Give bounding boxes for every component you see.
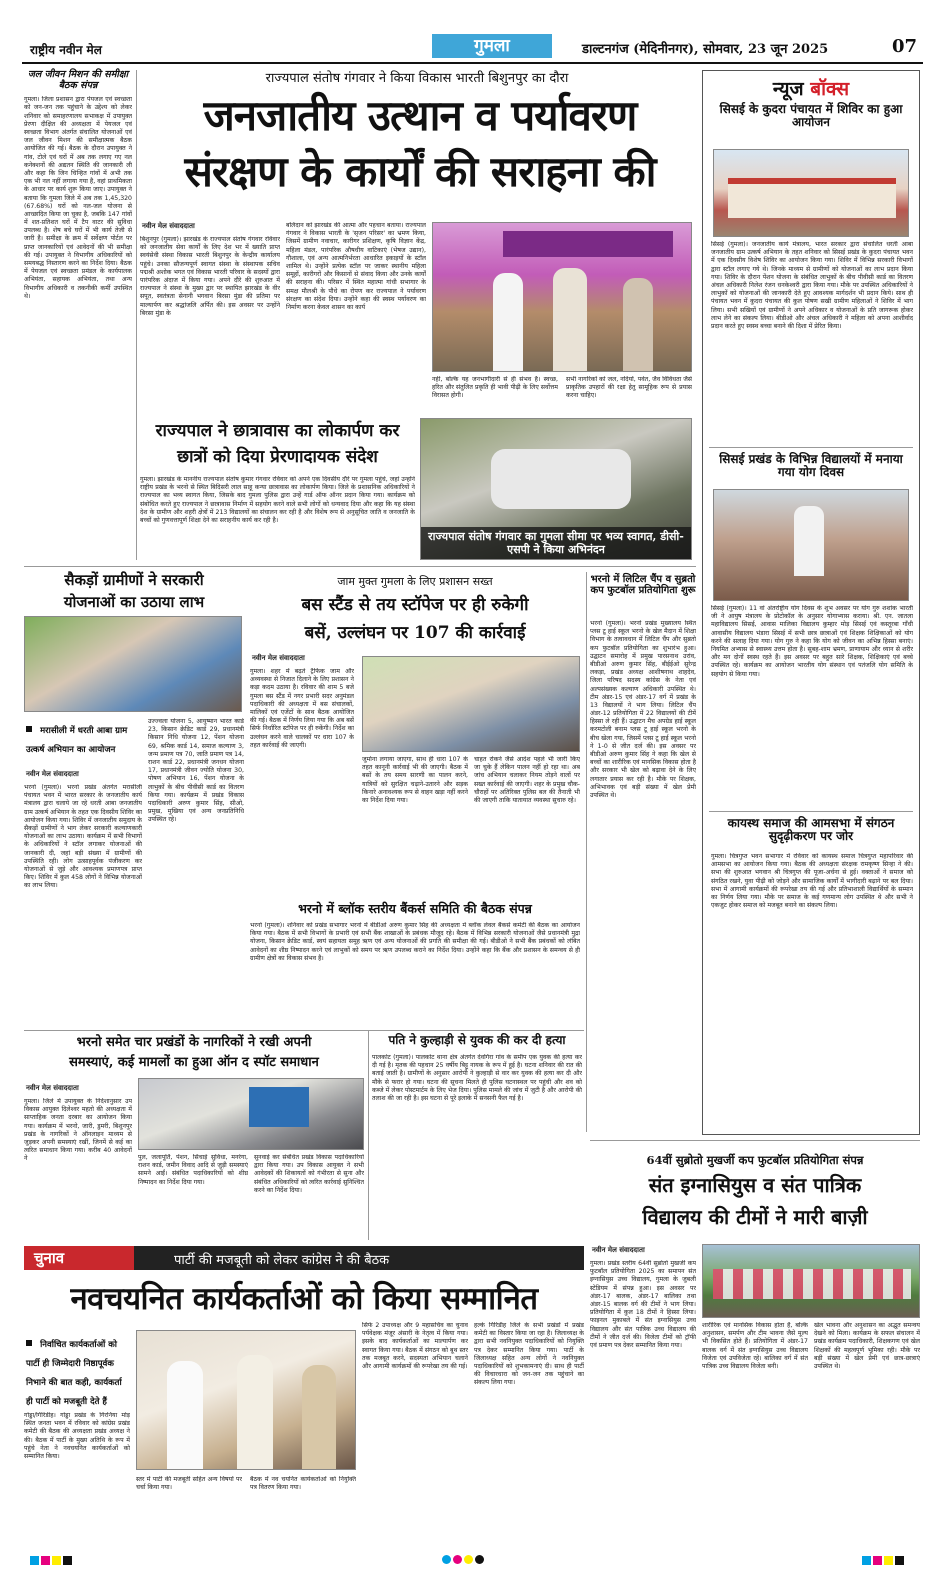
blocks-body: गुमला। जिले में उपायुक्त के निर्देशानुसार उप विकास आयुक्त दिलेश्वर महतो की अध्यक्षता में साप्ताहिक जनता दरबार का आयोजन किया गया। कार्यक्रम में भरनो, जारी, डुमरी, बिशुनपुर प्रखंड के नागरिकों ने ऑनलाइन माध्यम से जुड़कर अपनी समस्याएं रखीं, जिनमें से कई का त्वरित समाधान किया गया। करीब 40 आवेदनों ने <box>24 1098 132 1163</box>
villagers-col2: उज्ज्वला योजना 5, आयुष्मान भारत कार्ड 23, किसान क्रेडिट कार्ड 29, प्रधानमंत्री किसान निधि योजना 12, पेंशन योजना 69, श्रमिक कार्ड 14, समाज कल्याण 3, जन्म प्रमाण पत्र 70, जाति प्रमाण पत्र 14, राशन कार्ड 22, प्रधानमंत्री जनधन योजना 17, प्रधानमंत्री जीवन ज्योति योजना 30, पोषण अभियान 16, पेंशन योजना के लाभुकों के बीच पीवीसी कार्ड का वितरण किया गया। कार्यक्रम में प्रखंड विकास पदाधिकारी अरुण कुमार सिंह, सीओ, प्रमुख, मुखिया एवं अन्य जनप्रतिनिधि उपस्थित रहे। <box>148 718 244 824</box>
black-swatch <box>895 1556 904 1565</box>
bus-body: गुमला। शहर में बढ़ते ट्रैफिक जाम और अव्यवस्था से निजात दिलाने के लिए प्रशासन ने कड़ा कदम उठाया है। रविवार की शाम 5 बजे गुमला बस स्टैंड में नगर प्रभारी सदर अनुमंडल पदाधिकारी की अध्यक्षता में बस संचालकों, मालिकों एवं एजेंटों के साथ बैठक आयोजित की गई। बैठक में निर्णय लिया गया कि अब बसें सिर्फ निर्धारित स्टॉपेज पर ही रुकेंगी। निर्देश का उल्लंघन करने वाले चालकों पर धारा 107 के तहत कार्रवाई की जाएगी। <box>250 668 354 749</box>
news-box-story3-headline: कायस्थ समाज की आमसभा में संगठन सुदृढ़ीकरण पर जोर <box>727 816 895 844</box>
section-label: गुमला <box>474 36 510 56</box>
lead-headline-line2: संरक्षण के कार्यों की सराहना की <box>184 147 656 196</box>
column-divider <box>586 572 587 1132</box>
bus-kicker: जाम मुक्त गुमला के लिए प्रशासन सख्त <box>337 575 493 588</box>
hostel-headline-line2: छात्रों को दिया प्रेरणादायक संदेश <box>177 447 378 467</box>
chunav-body: गोड्डा/गिरिडीह। गोड्डा प्रखंड के गिरनिया मोड़ स्थित जनता भवन में रविवार को कांग्रेस प्रखंड कमेटी की बैठक की अध्यक्षता प्रखंड अध्यक्ष ने की। बैठक में पार्टी के मुख्य अतिथि के रूप में पहुंचे नेता ने नवचयनित कार्यकर्ताओं को सम्मानित किया। <box>24 1412 130 1460</box>
black-dot <box>475 1555 484 1564</box>
chunav-pull-quote <box>26 1332 130 1408</box>
bus-col2: जुर्माना लगाया जाएगा, साथ ही धारा 107 के तहत कानूनी कार्रवाई भी की जाएगी। बैठक में बसों के तय समय सारणी का पालन करने, यात्रियों को सुरक्षित चढ़ाने-उतारने और सड़क किनारे अनावश्यक रूप से वाहन खड़ा नहीं करने का निर्देश दिया गया। <box>362 756 468 804</box>
yellow-swatch <box>884 1556 893 1565</box>
magenta-swatch <box>41 1556 50 1565</box>
lead-headline-line1: जनजातीय उत्थान व पर्यावरण <box>203 91 637 140</box>
blocks-col2: पुल, जलापूर्ति, पेंशन, सिंचाई सुविधा, मनरेगा, राशन कार्ड, जमीन विवाद आदि से जुड़ी समस्याएं सामने आईं। संबंधित पदाधिकारियों को शीघ्र निष्पादन का निर्देश दिया गया। <box>138 1154 248 1186</box>
blocks-byline: नवीन मेल संवाददाता <box>26 1084 79 1092</box>
football-team-photo <box>702 1244 920 1318</box>
chunav-col5: हल्के गिरिडीह जिले के सभी प्रखंडों में प्रखंड कमेटी का विस्तार किया जा रहा है। जिलाध्यक्ष के द्वारा सभी नवनियुक्त पदाधिकारियों को नियुक्ति पत्र देकर सम्मानित किया गया। पार्टी के जिलाध्यक्ष सहित अन्य लोगों ने नवनियुक्त पदाधिकारियों को शुभकामनाएं दी। साथ ही पार्टी की विचारधारा को जन-जन तक पहुंचाने का संकल्प लिया गया। <box>474 1322 584 1387</box>
person-silhouette <box>302 1365 336 1470</box>
football-body: भरनो (गुमला)। भरनो प्रखंड मुख्यालय स्थित प्लस टू हाई स्कूल भरनो के खेल मैदान में शिक्षा विभाग के तत्वावधान में लिटिल चैंप और सुब्रतो कप फुटबॉल प्रतियोगिता का शुभारंभ हुआ। उद्घाटन समारोह में प्रमुख पारसनाथ उरांव, बीडीओ अरुण कुमार सिंह, बीईईओ सुरेन्द्र लकड़ा, प्रखंड अध्यक्ष आशीषनाथ शाहदेव, जिला परिषद सदस्य कांग्रेस के नेता एवं अल्पसंख्यक कल्याण अधिकारी उपस्थित थे। टीम अंडर-15 एवं अंडर-17 वर्ग में प्रखंड के 13 विद्यालयों ने भाग लिया। लिटिल चैंप अंडर-12 प्रतियोगिता में 22 विद्यालयों की टीमें हिस्सा ले रही हैं। उद्घाटन मैच अपग्रेड हाई स्कूल करमटोली बनाम प्लस टू हाई स्कूल भरनो के बीच खेला गया, जिसमें प्लस टू हाई स्कूल भरनो ने 1-0 से जीत दर्ज की। इस अवसर पर बीडीओ अरुण कुमार सिंह ने कहा कि खेल से बच्चों का शारीरिक एवं मानसिक विकास होता है और सरकार भी खेल को बढ़ावा देने के लिए लगातार प्रयास कर रही है। मौके पर शिक्षक, अभिभावक एवं बड़ी संख्या में खेल प्रेमी उपस्थित थे। <box>590 620 696 799</box>
news-box-story2-headline: सिसई प्रखंड के विभिन्न विद्यालयों में मनाया गया योग दिवस <box>719 452 903 480</box>
left-column-divider <box>136 70 137 560</box>
news-box-story3-body: गुमला। चित्रगुप्त भवन सभागार में रविवार को कायस्थ समाज चित्रगुप्त महापरिवार की आमसभा का आयोजन किया गया। बैठक की अध्यक्षता संरक्षक रामकृष्ण सिन्हा ने की। सभा की शुरुआत भगवान श्री चित्रगुप्त की पूजा-अर्चना से हुई। वक्ताओं ने समाज को संगठित रखने, युवा पीढ़ी को जोड़ने और सामाजिक कार्यों में भागीदारी बढ़ाने पर बल दिया। सभा में आगामी कार्यक्रमों की रूपरेखा तय की गई और प्रतिभाशाली विद्यार्थियों के सम्मान का निर्णय लिया गया। मौके पर समाज के कई गणमान्य लोग उपस्थित थे और सभी ने एकजुट होकर समाज को मजबूत बनाने का संकल्प लिया। <box>711 853 913 910</box>
cyan-dot <box>442 1555 451 1564</box>
left-story-body: गुमला। जिला प्रशासन द्वारा पेयजल एवं स्वच्छता को जन-जन तक पहुंचाने के उद्देश्य को लेकर शनिवार को समाहरणालय सभाकक्ष में उपायुक्त प्रेरणा दीक्षित की अध्यक्षता में पेयजल एवं स्वच्छता विभाग अंतर्गत संचालित योजनाओं एवं जल जीवन मिशन की समीक्षात्मक बैठक आयोजित की गई। बैठक के दौरान उपायुक्त ने गांव, टोले एवं घरों में अब तक लगाए गए नल कनेक्शनों की अद्यतन स्थिति की जानकारी ली और कहा कि जिन चिन्हित गांवों में अभी तक एक भी नल नहीं लगाया गया है, वहां प्राथमिकता के आधार पर कार्य शुरू किया जाए। उपायुक्त ने बताया कि गुमला जिले में अब तक 1,45,320 (67.68%) घरों को नल-जल योजना से आच्छादित किया जा चुका है, जबकि 147 गांवों में शत-प्रतिशत घरों में टैप वाटर की सुविधा उपलब्ध है। शेष बचे घरों में भी कार्य तेजी से जारी है। समीक्षा के क्रम में सर्वेक्षण पोर्टल पर प्राप्त जानकारियों एवं आवेदनों की भी समीक्षा की गई। उपायुक्त ने विभागीय अधिकारियों को समयबद्ध निस्तारण करने का निर्देश दिया। बैठक में पेयजल एवं स्वच्छता प्रमंडल के कार्यपालक अभियंता, सहायक अभियंता, तथा अन्य विभागीय अधिकारी व तकनीकी कर्मी उपस्थित थे। <box>24 96 132 300</box>
lead-col4: सभी नागरिकों को जल, नदियों, पर्वत, जैव विविधता जैसे प्राकृतिक उपहारों की रक्षा हेतु सामूहिक रूप से प्रयास करना चाहिए। <box>566 376 692 400</box>
subroto-kicker: 64वीं सुब्रोतो मुखर्जी कप फुटबॉल प्रतियोगिता संपन्न <box>646 1153 864 1167</box>
bus-col3: चाहत रोकने जैसे आदेश पहले भी जारी किए जा चुके हैं लेकिन पालन नहीं हो रहा था। अब जांच अभियान चलाकर नियम तोड़ने वालों पर सख्त कार्रवाई की जाएगी। शहर के प्रमुख चौक-चौराहों पर अतिरिक्त पुलिस बल की तैनाती भी की जाएगी ताकि यातायात व्यवस्था सुचारु रहे। <box>474 756 580 804</box>
chunav-kicker: पार्टी की मजबूती को लेकर कांग्रेस ने की बैठक <box>174 1253 390 1268</box>
football-headline: भरनो में लिटिल चैंप व सुब्रतो कप फुटबॉल प्रतियोगिता शुरू <box>590 574 696 597</box>
news-box-story2-body: सिसई (गुमला)। 11 वां अंतर्राष्ट्रीय योग दिवस के शुभ अवसर पर योग गुरु शशांक भारती जी ने आयुष मंत्रालय के प्रोटोकॉल के अनुसार योगाभ्यास कराया। श्री. एन. जातला महाविद्यालय सिसई, आवास मालिका विद्यालय कुम्हार मोड़ सिसई एवं कस्तूरबा गाँधी आवासीय विद्यालय भंडारा सिसई में सभी छात्र छात्राओं एवं शिक्षक शिक्षिकाओं को योग करने की सलाह दिया गया। योग गुरु ने कहा कि योग को जीवन का अभिन्न हिस्सा बनाएं। नियमित अभ्यास से स्वास्थ्य उत्तम होता है। सुबह-शाम भ्रमण, प्राणायाम और ध्यान से शरीर और मन दोनों स्वस्थ रहते हैं। इस अवसर पर बहुत सारे शिक्षक, शिक्षिकाएं एवं बच्चे उपस्थित रहे। कार्यक्रम का आयोजन भारतीय योग संस्थान एवं पतंजलि योग समिति के सहयोग से किया गया। <box>711 605 913 678</box>
row-divider <box>24 566 696 567</box>
person-silhouette <box>167 1361 203 1470</box>
villagers-subhead-text: मरासीली में धरती आबा ग्राम उत्कर्ष अभियान का आयोजन <box>26 726 128 755</box>
villagers-photo <box>24 616 242 712</box>
hostel-photo <box>420 418 692 560</box>
news-box-divider <box>709 447 913 448</box>
color-bars-right <box>862 1550 906 1569</box>
chunav-col4: सिर्फ 2 उपाध्यक्ष और 9 महासचिव का चुनाव पर्यवेक्षक मंजूर अंसारी के नेतृत्व में किया गया। इसके बाद कार्यकर्ताओं का माल्यार्पण कर स्वागत किया गया। बैठक में संगठन को बूथ स्तर तक मजबूत करने, सदस्यता अभियान चलाने और आगामी कार्यक्रमों की रूपरेखा तय की गई। <box>362 1322 468 1370</box>
blocks-headline-line2: समस्याएं, कई मामलों का हुआ ऑन द स्पॉट समाधान <box>69 1055 319 1070</box>
news-box-title-part2: बॉक्स <box>810 78 850 100</box>
lead-col3: नहीं, बल्कि यह जनभागीदारी से ही संभव है। स्वच्छ, हरित और संतुलित प्रकृति ही भावी पीढ़ी के लिए सर्वोत्तम विरासत होगी। <box>432 376 558 400</box>
yoga-photo <box>713 489 909 601</box>
chunav-headline: नवचयनित कार्यकर्ताओं को किया सम्मानित <box>70 1281 538 1317</box>
column-divider <box>368 1030 369 1240</box>
cyan-swatch <box>862 1556 871 1565</box>
news-box-story1-body: सिसई (गुमला)। जनजातीय कार्य मंत्रालय, भारत सरकार द्वारा संचालित धरती आबा जनजातीय ग्राम उत्कर्ष अभियान के तहत शनिवार को सिसई प्रखंड के कुदरा पंचायत भवन में एक दिवसीय विशेष शिविर का आयोजन किया गया। शिविर में विभिन्न सरकारी विभागों द्वारा स्टॉल लगाए गये थे। जिनके माध्यम से ग्रामीणों को योजनाओं का लाभ प्रदान किया गया। शिविर के दौरान पेंशन योजना के संबंधित लाभुकों के बीच पीवीसी कार्ड का वितरण अंचल अधिकारी निलेश रंजन धनकेश्वरी द्वारा किया गया। मौके पर उपस्थित अधिकारियों ने लाभुकों को योजनाओं की जानकारी देते हुए आवश्यक मार्गदर्शन भी प्रदान किये। साथ ही पंचायत भवन में कुदरा पंचायत की कुल पोषण सखी ग्रामीण महिलाओं ने शिविर में भाग लिया। सभी सखियों एवं ग्रामीणों ने अपने अधिकार व योजनाओं के प्रति जागरूक होकर लाभ लेने का संकल्प लिया। बीडीओ और अंचल अधिकारी ने महिला को अपना आशीर्वाद प्रदान करते हुए स्वस्थ बच्चा बनाने की दिशा में प्रेरित किया। <box>711 241 913 330</box>
lead-col1: बिशुनपुर (गुमला)। झारखंड के राज्यपाल संतोष गंगवार रविवार को जनजातीय सेवा कार्यों के लिए देश भर में ख्याति प्राप्त स्वयंसेवी संस्था विकास भारती बिशुनपुर के केन्द्रीय कार्यालय पहुंचे। उनका सौजन्यपूर्ण स्वागत संस्था के संस्थापक सचिव पद्मश्री अशोक भगत एवं विकास भारती परिवार के सदस्यों द्वारा पारंपरिक अंदाज में किया गया। अपने दौरे की शुरुआत में राज्यपाल ने संस्था के मुख्य द्वार पर स्थापित झारखंड के वीर सपूत, स्वतंत्रता सेनानी भगवान बिरसा मुंडा की प्रतिमा पर माल्यार्पण कर श्रद्धांजलि अर्पित की। इस अवसर पर उन्होंने बिरसा मुंडा के <box>140 236 280 317</box>
news-box-title-part1: न्यूज <box>772 78 804 100</box>
magenta-dot <box>453 1555 462 1564</box>
row-divider <box>24 1030 584 1031</box>
person-silhouette <box>553 268 587 372</box>
black-swatch <box>63 1556 72 1565</box>
left-story-headline: जल जीवन मिशन की समीक्षा बैठक संपन्न <box>27 69 129 91</box>
cyan-swatch <box>30 1556 39 1565</box>
bullet-icon <box>26 726 32 732</box>
villagers-headline-line1: सैकड़ों ग्रामीणों ने सरकारी <box>64 571 204 589</box>
subroto-byline: नवीन मेल संवाददाता <box>592 1246 645 1254</box>
person-silhouette <box>493 273 523 372</box>
news-box-story1-headline: सिसई के कुदरा पंचायत में शिविर का हुआ आयोजन <box>719 102 903 130</box>
yellow-dot <box>464 1555 473 1564</box>
murder-body: पालकोट (गुमला)। पालकोट थाना क्षेत्र अंतर्गत देवगिरा गांव के समीप एक युवक की हत्या कर दी गई है। मृतक की पहचान 25 वर्षीय बिट्टू नायक के रूप में हुई है। घटना शनिवार की रात की बताई जाती है। ग्रामीणों के अनुसार आरोपी ने कुल्हाड़ी से वार कर युवक की हत्या कर दी और मौके से फरार हो गया। घटना की सूचना मिलते ही पुलिस घटनास्थल पर पहुंची और शव को कब्जे में लेकर पोस्टमार्टम के लिए भेज दिया। पुलिस मामले की जांच में जुटी है और आरोपी की तलाश की जा रही है। इस घटना से पूरे इलाके में सनसनी फैल गई है। <box>372 1054 582 1102</box>
subroto-body: गुमला। प्रखंड स्तरीय 64वीं सुब्रोतो मुखर्जी कप फुटबॉल प्रतियोगिता 2025 का समापन संत इग्नासियुस उच्च विद्यालय, गुमला के जुबली स्टेडियम में संपन्न हुआ। इस अवसर पर अंडर-17 बालक, अंडर-17 बालिका तथा अंडर-15 बालक वर्ग की टीमों ने भाग लिया। प्रतियोगिता में कुल 18 टीमों ने हिस्सा लिया। फाइनल मुकाबले में संत इग्नासियुस उच्च विद्यालय और संत पात्रिक उच्च विद्यालय की टीमों ने जीत दर्ज की। विजेता टीमों को ट्रॉफी एवं प्रमाण पत्र देकर सम्मानित किया गया। <box>590 1260 696 1349</box>
screen-shape <box>249 1087 309 1127</box>
hostel-headline-line1: राज्यपाल ने छात्रावास का लोकार्पण कर <box>155 421 400 441</box>
person-silhouette <box>623 278 653 372</box>
chunav-col2: स्तर में पार्टी की मजबूती सहित अन्य विषयों पर चर्चा किया गया। <box>136 1476 242 1492</box>
blocks-col3: सुनवाई कर संबंधित प्रखंड विकास पदाधिकारियों द्वारा किया गया। उप विकास आयुक्त ने सभी आवेदकों की शिकायतों को गंभीरता से सुना और संबंधित अधिकारियों को त्वरित कार्रवाई सुनिश्चित करने का निर्देश दिया। <box>254 1154 364 1194</box>
bankers-body: भरनो (गुमला)। शनिवार को प्रखंड सभागार भरनो में बीडीओ अरुण कुमार सिंह की अध्यक्षता में ब्लॉक लेवल बैंकर्स कमेटी की बैठक का आयोजन किया गया। बैठक में सभी विभागों के प्रभारी एवं सभी बैंक शाखाओं के प्रबंधक मौजूद रहे। बैठक में विभिन्न सरकारी योजनाओं जैसे प्रधानमंत्री मुद्रा योजना, किसान क्रेडिट कार्ड, स्वयं सहायता समूह ऋण एवं अन्य योजनाओं की प्रगति की समीक्षा की गई। बीडीओ ने सभी बैंक प्रबंधकों को लंबित आवेदनों का शीघ्र निष्पादन करने एवं लाभुकों को समय पर ऋण उपलब्ध कराने का निर्देश दिया। उन्होंने कहा कि बैंक और प्रशासन के समन्वय से ही ग्रामीण क्षेत्रों का विकास संभव है। <box>250 922 580 962</box>
lead-photo-governor <box>432 222 692 372</box>
chunav-col3: बैठक में नव चयनित कार्यकर्ताओं को नियुक्ति पत्र वितरण किया गया। <box>250 1476 356 1492</box>
hostel-body: गुमला। झारखंड के माननीय राज्यपाल संतोष कुमार गंगवार रविवार को अपने एक दिवसीय दौरे पर गुमला पहुंचे, जहां उन्होंने राष्ट्रीय प्रखंड के भरनो से स्थित बिदिसरी लाल साहू कन्या छात्रावास का लोकार्पण किया। जिले के प्रशासनिक अधिकारियों ने राज्यपाल का भव्य स्वागत किया, जिसके बाद गुमला पुलिस द्वारा उन्हें गार्ड ऑफ ऑनर प्रदान किया गया। कार्यक्रम को संबोधित करते हुए राज्यपाल ने छात्रावास निर्माण में सहयोग करने वाले सभी लोगों को धन्यवाद दिया और कहा कि यह संस्था देश के ग्रामीण और शहरी क्षेत्रों में 213 विद्यालयों का संचालन कर रही है और विशेष रूप से अनुसूचित जाति व जनजाति के बच्चों को गुणवत्तापूर्ण शिक्षा देने का सराहनीय कार्य कर रही है। <box>140 476 415 524</box>
lead-kicker: राज्यपाल संतोष गंगवार ने किया विकास भारती बिशुनपुर का दौरा <box>265 71 569 86</box>
villagers-subhead <box>26 718 146 756</box>
banner-shape <box>503 231 673 257</box>
blocks-photo <box>138 1078 364 1150</box>
building-shape <box>728 178 896 218</box>
masthead-rule <box>22 62 923 64</box>
congress-photo <box>136 1330 356 1470</box>
bus-meeting-photo <box>362 656 580 752</box>
bus-headline-line1: बस स्टैंड से तय स्टॉपेज पर ही रुकेगी <box>301 595 529 615</box>
chunav-label: चुनाव <box>34 1249 65 1267</box>
chunav-pull-quote-text: निर्वाचित कार्यकर्ताओं को पार्टी ही जिम्मेदारी निष्ठापूर्वक निभाने की बात कही, कार्यकर्ता ही पार्टी को मजबूती देते हैं <box>26 1340 122 1407</box>
color-bars-left <box>30 1550 74 1569</box>
subroto-col2: शारीरिक एवं मानसिक विकास होता है, बल्कि अनुशासन, समर्पण और टीम भावना जैसे मूल्य भी विकसित होते हैं। प्रतियोगिता में अंडर-17 बालक वर्ग में संत इग्नासियुस उच्च विद्यालय विजेता एवं उपविजेता रहे। बालिका वर्ग में संत पात्रिक उच्च विद्यालय विजेता बनी। <box>702 1322 808 1370</box>
villagers-headline-line2: योजनाओं का उठाया लाभ <box>63 593 205 611</box>
car-shape <box>491 449 631 509</box>
registration-dots <box>442 1549 486 1568</box>
blocks-headline-line1: भरनो समेत चार प्रखंडों के नागरिकों ने रखी अपनी <box>76 1035 312 1050</box>
bankers-headline: भरनो में ब्लॉक स्तरीय बैंकर्स समिति की बैठक संपन्न <box>298 901 532 916</box>
villagers-body: भरनो (गुमला)। भरनो प्रखंड अंतर्गत मरासीली पंचायत भवन में भारत सरकार के जनजातीय कार्य मंत्रालय द्वारा चलाये जा रहे धरती आबा जनजातीय ग्राम उत्कर्ष अभियान के तहत एक दिवसीय शिविर का आयोजन किया गया। शिविर में जनजातीय समुदाय के सैकड़ों ग्रामीणों ने भाग लेकर सरकारी कल्याणकारी योजनाओं का लाभ उठाया। कार्यक्रम में सभी विभागों के अधिकारियों ने स्टॉल लगाकर योजनाओं की जानकारी दी, जहां बड़ी संख्या में ग्रामीणों की उपस्थिति रही। लोग उत्साहपूर्वक पंजीकरण कर योजनाओं से जुड़े और आवश्यक प्रमाणपत्र प्राप्त किए। शिविर में कुल 458 लोगों ने विभिन्न योजनाओं का लाभ लिया। <box>24 784 142 890</box>
masthead <box>22 32 922 62</box>
subroto-headline-line2: विद्यालय की टीमों ने मारी बाज़ी <box>642 1205 868 1229</box>
bullet-icon <box>26 1340 32 1346</box>
magenta-swatch <box>873 1556 882 1565</box>
section-tab <box>432 34 552 58</box>
lead-byline: नवीन मेल संवाददाता <box>142 222 195 230</box>
left-story <box>24 70 132 570</box>
lead-col2: बलिदान को झारखंड की आत्मा और पहचान बताया। राज्यपाल गंगवार ने विकास भारती के 'सृजन परिसर' का भ्रमण किया, जिसमें ग्रामीण नवाचार, कारीगर प्रशिक्षण, कृषि विज्ञान केंद्र, महिला मंडल, पारंपरिक औषधीय वाटिकाएं (भेषज उद्यान), गौशाला, एवं अन्य आत्मनिर्भरता आधारित इकाइयों के स्टॉल शामिल थे। उन्होंने प्रत्येक स्टॉल पर जाकर स्थानीय महिला समूहों, कारीगरों और किसानों से संवाद किया और उनके कार्यों की सराहना की। परिसर में स्थित महात्मा गांधी सभागार के समक्ष मौलश्री के पौधे का रोपण कर राज्यपाल ने पर्यावरण संरक्षण का संदेश दिया। उन्होंने कहा की स्वस्थ पर्यावरण का निर्माण करना केवल शासन का कार्य <box>286 222 426 311</box>
subroto-col3: खेल भावना और अनुशासन का अद्भुत समन्वय देखने को मिला। कार्यक्रम के सफल संचालन में प्रखंड कार्यक्रम पदाधिकारी, शिक्षकगण एवं खेल शिक्षकों की महत्वपूर्ण भूमिका रही। मौके पर बड़ी संख्या में खेल प्रेमी एवं छात्र-छात्राएं उपस्थित थे। <box>814 1322 920 1370</box>
subroto-headline-line1: संत इग्नासियुस व संत पात्रिक <box>648 1173 862 1197</box>
bus-byline: नवीन मेल संवाददाता <box>252 654 305 662</box>
footer-registration <box>22 1548 922 1562</box>
hostel-photo-caption: राज्यपाल संतोष गंगवार का गुमला सीमा पर भव्य स्वागत, डीसी-एसपी ने किया अभिनंदन <box>421 527 691 559</box>
news-box-title <box>703 75 919 101</box>
news-box <box>702 70 920 1135</box>
row-divider <box>590 1140 920 1141</box>
players-row <box>713 1269 911 1299</box>
person-silhouette <box>794 506 824 576</box>
panchayat-photo <box>713 149 909 237</box>
chunav-tab <box>24 1246 134 1270</box>
person-silhouette <box>237 1355 273 1470</box>
chunav-band <box>24 1246 584 1270</box>
news-box-divider <box>709 811 913 812</box>
page-number: 07 <box>892 36 918 57</box>
yellow-swatch <box>52 1556 61 1565</box>
location-date: डाल्टनगंज (मेदिनीनगर), सोमवार, 23 जून 2025 <box>582 42 829 57</box>
bus-headline-line2: बसें, उल्लंघन पर 107 की कार्रवाई <box>304 623 526 643</box>
paper-name: राष्ट्रीय नवीन मेल <box>30 43 102 57</box>
villagers-byline: नवीन मेल संवाददाता <box>26 770 79 778</box>
murder-headline: पति ने कुल्हाड़ी से युवक की कर दी हत्या <box>388 1033 566 1047</box>
